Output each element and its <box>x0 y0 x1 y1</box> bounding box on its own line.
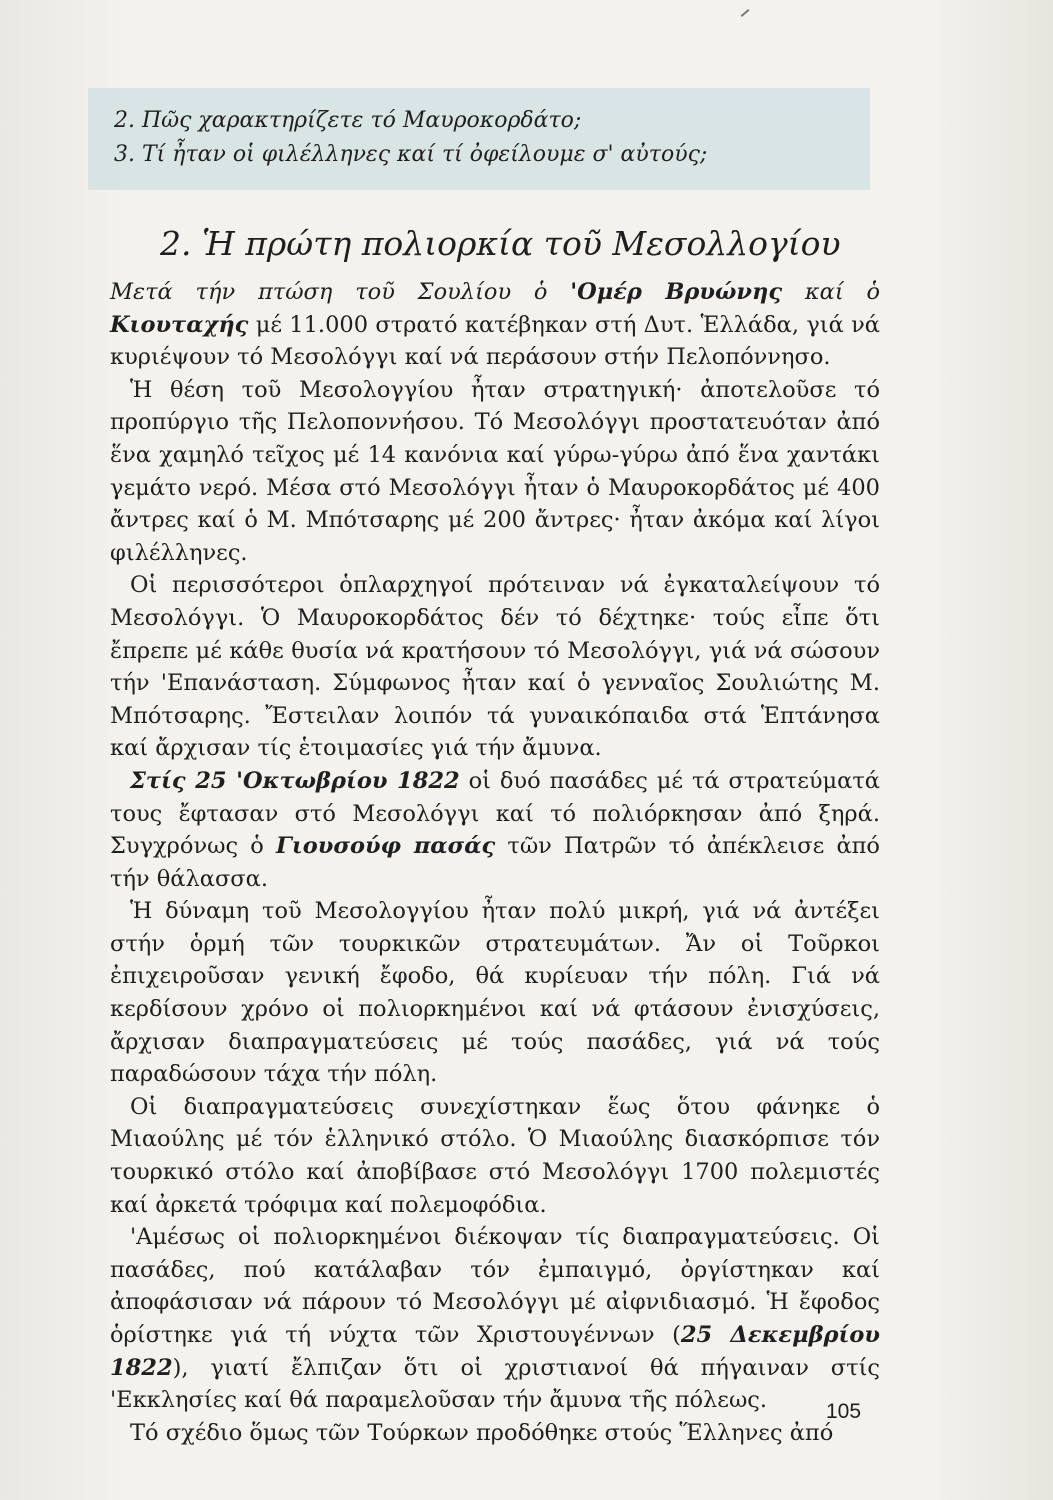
paragraph-6: Οἱ διαπραγματεύσεις συνεχίστηκαν ἕως ὅτου φάνηκε ὁ Μιαούλης μέ τόν ἑλληνικό στόλο. Ὁ Μιαούλης διασκόρπισε τόν τουρκικό στόλο καί ἀποβίβασε στό Μεσολόγγι 1700 πολεμιστές καί ἀρκετά τρόφιμα καί πολεμοφόδια. <box>110 1093 880 1218</box>
p7-text: 'Αμέσως οἱ πολιορκημένοι διέκοψαν τίς διαπραγματεύσεις. Οἱ πασάδες, πού κατάλαβαν τόν ἐμπαιγμό, ὀργίστηκαν καί ἀποφάσισαν νά πάρουν τό Μεσολόγγι μέ αἰφνιδιασμό. Ἡ ἔφοδος ὁρίστηκε γιά τή νύχτα τῶν Χριστουγέννων ( <box>110 1224 880 1348</box>
date-october-1822: Στίς 25 'Οκτωβρίου 1822 <box>130 767 460 794</box>
name-yusuf-pasha: Γιουσούφ πασάς <box>275 833 496 860</box>
name-kioutachis: Κιουταχής <box>110 311 249 338</box>
p4-text: οἱ δυό πασάδες μέ τά στρατεύματά τους ἔφτασαν στό Μεσολόγγι καί τό πολιόρκησαν ἀπό ξηρά. Συγχρόνως ὁ <box>110 767 880 860</box>
page-number: 105 <box>826 1400 862 1423</box>
paragraph-1 <box>110 276 880 374</box>
question-2: 2. Πῶς χαρακτηρίζετε τό Μαυροκορδάτο; <box>114 108 582 133</box>
name-omer-vryonis: 'Ομέρ Βρυώνης <box>570 279 783 305</box>
body-text <box>110 276 880 1449</box>
p1-rest: μέ 11.000 στρατό κατέβηκαν στή Δυτ. Ἑλλάδα, γιά νά κυριέψουν τό Μεσολόγγι καί νά περάσουν στήν Πελοπόννησο. <box>110 311 880 371</box>
p7-rest: ), γιατί ἔλπιζαν ὅτι οἱ χριστιανοί θά πήγαιναν στίς 'Εκκλησίες καί θά παραμελοῦσαν τήν ἄμυνα τῆς πόλεως. <box>110 1354 880 1414</box>
review-questions <box>114 104 854 172</box>
paragraph-3: Οἱ περισσότεροι ὁπλαρχηγοί πρότειναν νά ἐγκαταλείψουν τό Μεσολόγγι. Ὁ Μαυροκορδάτος δέν τό δέχτηκε· τούς εἶπε ὅτι ἔπρεπε μέ κάθε θυσία νά κρατήσουν τό Μεσολόγγι, γιά νά σώσουν τήν 'Επανάσταση. Σύμφωνος ἦταν καί ὁ γενναῖος Σουλιώτης Μ. Μπότσαρης. Ἔστειλαν λοιπόν τά γυναικόπαιδα στά Ἑπτάνησα καί ἄρχισαν τίς ἑτοιμασίες γιά τήν ἄμυνα. <box>110 572 880 762</box>
section-heading: 2. Ἡ πρώτη πολιορκία τοῦ Μεσολλογίου <box>160 224 841 263</box>
paragraph-7 <box>110 1221 880 1417</box>
p4-rest: τῶν Πατρῶν τό ἀπέκλεισε ἀπό τήν θάλασσα. <box>110 833 880 892</box>
paragraph-4 <box>110 765 880 895</box>
paragraph-5: Ἡ δύναμη τοῦ Μεσολογγίου ἦταν πολύ μικρή, γιά νά ἀντέξει στήν ὁρμή τῶν τουρκικῶν στρατευμάτων. Ἄν οἱ Τοῦρκοι ἐπιχειροῦσαν γενική ἔφοδο, θά κυρίευαν τήν πόλη. Γιά νά κερδίσουν χρόνο οἱ πολιορκημένοι καί νά φτάσουν ἐνισχύσεις, ἄρχισαν διαπραγματεύσεις μέ τούς πασάδες, γιά νά τούς παραδώσουν τάχα τήν πόλη. <box>110 898 880 1088</box>
question-3: 3. Τί ἦταν οἱ φιλέλληνες καί τί ὀφείλουμε σ' αὐτούς; <box>114 142 708 167</box>
date-december-1822: 25 Δεκεμβρίου 1822 <box>110 1322 880 1381</box>
p1-intro: Μετά τήν πτώση τοῦ Σουλίου ὁ <box>110 279 571 305</box>
paragraph-2: Ἡ θέση τοῦ Μεσολογγίου ἦταν στρατηγική· ἀποτελοῦσε τό προπύργιο τῆς Πελοποννήσου. Τό Μεσολόγγι προστατευόταν ἀπό ἕνα χαμηλό τεῖχος μέ 14 κανόνια καί γύρω-γύρω ἀπό ἕνα χαντάκι γεμάτο νερό. Μέσα στό Μεσολόγγι ἦταν ὁ Μαυροκορδάτος μέ 400 ἄντρες καί ὁ Μ. Μπότσαρης μέ 200 ἄντρες· ἦταν ἀκόμα καί λίγοι φιλέλληνες. <box>110 376 880 566</box>
paragraph-8: Τό σχέδιο ὅμως τῶν Τούρκων προδόθηκε στούς Ἕλληνες ἀπό <box>130 1419 834 1446</box>
p1-and: καί ὁ <box>782 279 880 305</box>
